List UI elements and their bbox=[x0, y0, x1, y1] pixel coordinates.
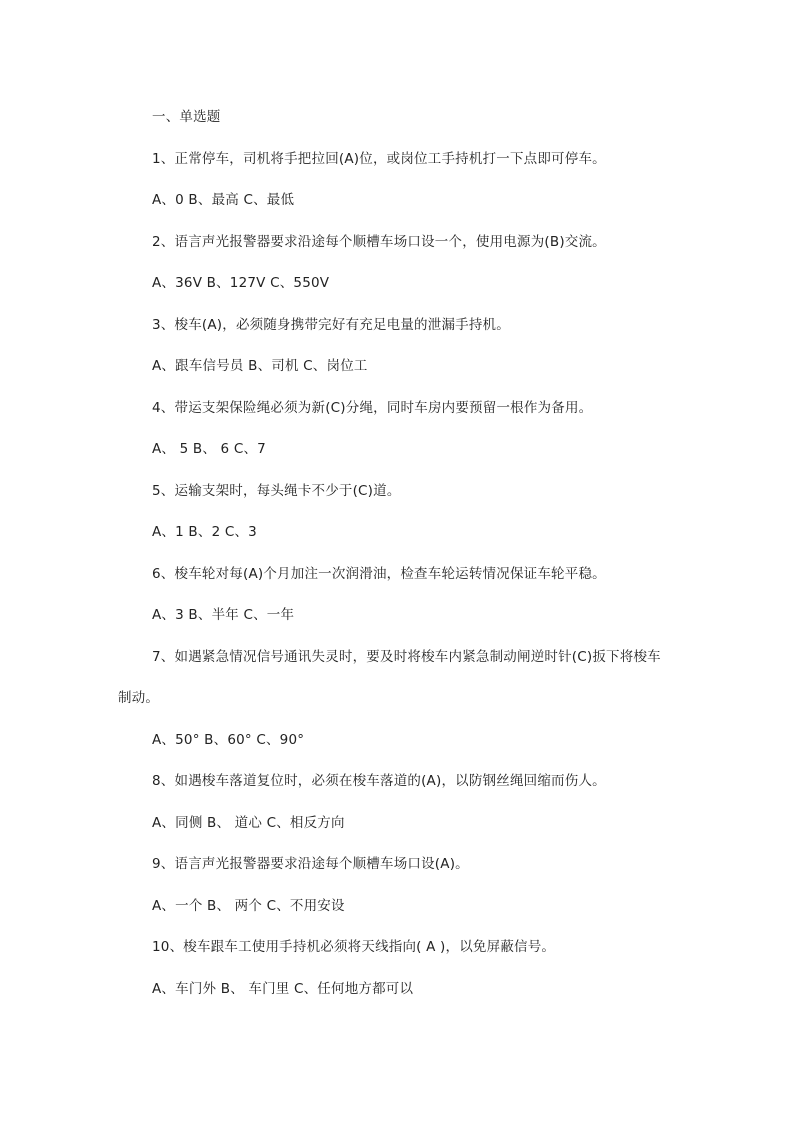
question-2: 2、语言声光报警器要求沿途每个顺槽车场口设一个，使用电源为(B)交流。 bbox=[152, 234, 606, 250]
question-6: 6、梭车轮对每(A)个月加注一次润滑油，检查车轮运转情况保证车轮平稳。 bbox=[152, 566, 606, 582]
options-1: A、0 B、最高 C、最低 bbox=[152, 192, 295, 208]
question-10: 10、梭车跟车工使用手持机必须将天线指向( A )，以免屏蔽信号。 bbox=[152, 939, 556, 955]
options-7: A、50° B、60° C、90° bbox=[152, 732, 305, 748]
question-9: 9、语言声光报警器要求沿途每个顺槽车场口设(A)。 bbox=[152, 856, 469, 872]
question-7-continuation: 制动。 bbox=[118, 690, 160, 706]
options-10: A、车门外 B、 车门里 C、任何地方都可以 bbox=[152, 981, 414, 997]
options-4: A、 5 B、 6 C、7 bbox=[152, 441, 266, 457]
question-3: 3、梭车(A)，必须随身携带完好有充足电量的泄漏手持机。 bbox=[152, 317, 510, 333]
question-8: 8、如遇梭车落道复位时，必须在梭车落道的(A)，以防钢丝绳回缩而伤人。 bbox=[152, 773, 606, 789]
question-7: 7、如遇紧急情况信号通讯失灵时，要及时将梭车内紧急制动闸逆时针(C)扳下将梭车 bbox=[152, 649, 661, 665]
question-4: 4、带运支架保险绳必须为新(C)分绳，同时车房内要预留一根作为备用。 bbox=[152, 400, 593, 416]
question-1: 1、正常停车，司机将手把拉回(A)位，或岗位工手持机打一下点即可停车。 bbox=[152, 151, 606, 167]
section-heading: 一、单选题 bbox=[152, 109, 221, 125]
options-8: A、同侧 B、 道心 C、相反方向 bbox=[152, 815, 345, 831]
options-2: A、36V B、127V C、550V bbox=[152, 275, 330, 291]
options-3: A、跟车信号员 B、司机 C、岗位工 bbox=[152, 358, 368, 374]
question-5: 5、运输支架时，每头绳卡不少于(C)道。 bbox=[152, 483, 401, 499]
options-5: A、1 B、2 C、3 bbox=[152, 524, 257, 540]
options-9: A、一个 B、 两个 C、不用安设 bbox=[152, 898, 345, 914]
options-6: A、3 B、半年 C、一年 bbox=[152, 607, 295, 623]
